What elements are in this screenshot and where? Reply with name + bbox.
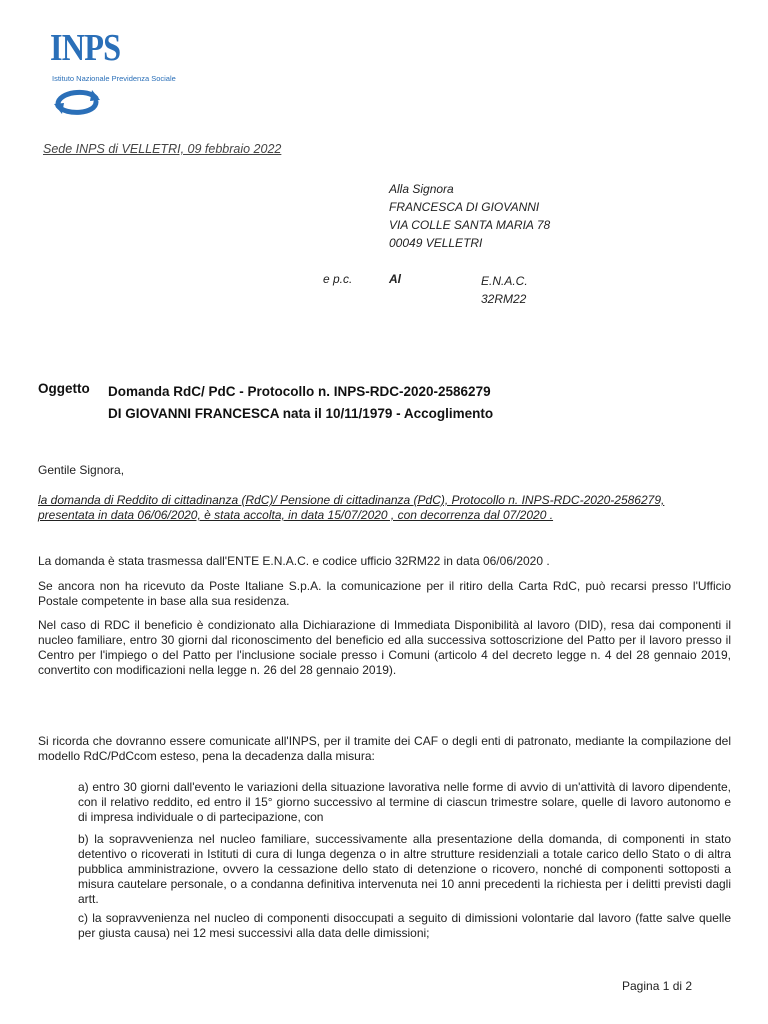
subject-text [108, 381, 493, 425]
acceptance-line: presentata in data 06/06/2020, è stata accolta, in data 15/07/2020 , con decorrenza dal 07/2020 . [38, 508, 554, 522]
recipient-address [389, 180, 550, 252]
carta-paragraph: Se ancora non ha ricevuto da Poste Italiane S.p.A. la comunicazione per il ritiro della Carta RdC, può recarsi presso l'Ufficio Postale competente in base alla sua residenza. [38, 579, 731, 608]
cc-name: E.N.A.C. [481, 274, 528, 288]
recipient-line: FRANCESCA DI GIOVANNI [389, 200, 540, 214]
acceptance-line: la domanda di Reddito di cittadinanza (RdC)/ Pensione di cittadinanza (PdC), Protocollo n. INPS-RDC-2020-2586279, [38, 493, 665, 507]
sede-date-line: Sede INPS di VELLETRI, 09 febbraio 2022 [43, 142, 282, 156]
page-number: Pagina 1 di 2 [622, 979, 693, 993]
cc-code: 32RM22 [481, 292, 527, 306]
list-item-b: b) la sopravvenienza nel nucleo familiare, successivamente alla presentazione della domanda, di componenti in stato detentivo o ricoverati in Istituti di cura di lunga degenza o in altre strutture residenziali a totale carico dello Stato o di altra pubblica amministrazione, ovvero la cessazione dello stato di detenzione o ricovero, nonché di componenti sottoposti a misura cautelare personale, o a condanna definitiva intervenuta nei 10 anni precedenti la richiesta per i delitti previsti dagli artt. [78, 832, 731, 906]
greeting: Gentile Signora, [38, 463, 125, 477]
logo-swirl-icon [52, 84, 102, 118]
cc-recipient [481, 272, 528, 308]
recipient-line: 00049 VELLETRI [389, 236, 483, 250]
subject-line: Domanda RdC/ PdC - Protocollo n. INPS-RDC-2020-2586279 [108, 384, 491, 399]
subject-line: DI GIOVANNI FRANCESCA nata il 10/11/1979 - Accoglimento [108, 406, 494, 421]
did-paragraph: Nel caso di RDC il beneficio è condizionato alla Dichiarazione di Immediata Disponibilità al lavoro (DID), resa dai componenti il nucleo familiare, entro 30 giorni dal riconoscimento del beneficio ed alla successiva sottoscrizione del Patto per il lavoro presso il Centro per l'impiego o del Patto per l'inclusione sociale presso i Comuni (articolo 4 del decreto legge n. 4 del 28 gennaio 2019, convertito con modificazioni nella legge n. 26 del 28 gennaio 2019). [38, 618, 731, 677]
recipient-line: VIA COLLE SANTA MARIA 78 [389, 218, 551, 232]
recipient-line: Alla Signora [389, 182, 454, 196]
cc-label: e p.c. [323, 272, 353, 286]
logo-subtitle: Istituto Nazionale Previdenza Sociale [52, 74, 176, 83]
list-item-c: c) la sopravvenienza nel nucleo di componenti disoccupati a seguito di dimissioni volontarie dal lavoro (fatte salve quelle per giusta causa) nei 12 mesi successivi alla data delle dimissioni; [78, 911, 731, 940]
inps-logo [50, 28, 190, 124]
reminder-paragraph: Si ricorda che dovranno essere comunicate all'INPS, per il tramite dei CAF o degli enti di patronato, mediante la compilazione del modello RdC/PdCcom esteso, pena la decadenza dalla misura: [38, 734, 731, 763]
list-item-a: a) entro 30 giorni dall'evento le variazioni della situazione lavorativa nelle forme di avvio di un'attività di lavoro dipendente, con il relativo reddito, ed entro il 15° giorno successivo al termine di ciascun trimestre solare, quelle di lavoro autonomo e di impresa individuale o di partecipazione, con [78, 780, 731, 824]
logo-brand-text: INPS [50, 27, 121, 69]
subject-label: Oggetto [38, 381, 90, 396]
transmitted-paragraph: La domanda è stata trasmessa dall'ENTE E.N.A.C. e codice ufficio 32RM22 in data 06/06/2020 . [38, 554, 550, 568]
cc-prefix: Al [389, 272, 401, 286]
acceptance-paragraph [38, 493, 731, 523]
